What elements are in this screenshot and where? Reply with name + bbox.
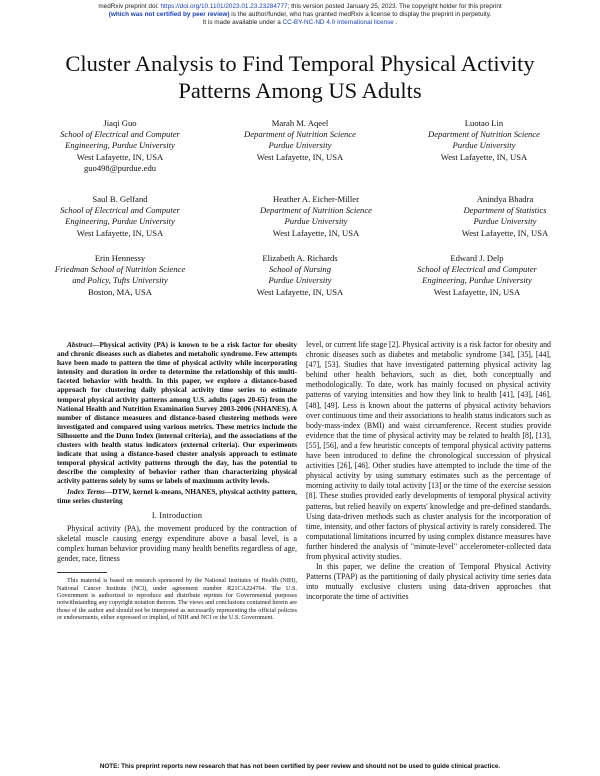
author-affiliation: Purdue University	[284, 216, 348, 227]
banner-text: It is made available under a	[202, 19, 283, 27]
author-email[interactable]: guo498@purdue.edu	[83, 162, 157, 173]
author-block	[35, 253, 205, 298]
author-affiliation: Purdue University	[268, 140, 332, 151]
author-affiliation: Department of Nutrition Science	[260, 205, 372, 216]
author-block	[430, 194, 580, 239]
author-block	[392, 253, 562, 298]
author-affiliation: School of Nursing	[268, 264, 332, 275]
author-name: Luotao Lin	[464, 118, 504, 128]
author-location: West Lafayette, IN, USA	[433, 286, 521, 297]
abstract	[57, 340, 297, 486]
author-affiliation: Department of Nutrition Science	[244, 129, 356, 140]
body-paragraph: In this paper, we define the creation of Temporal Physical Activity Patterns (TPAP) as the partitioning of daily physical activity time series data into mutually exclusive clusters using data-driven approaches that incorporate the time of activities	[306, 562, 551, 602]
author-affiliation: School of Electrical and Computer	[60, 129, 180, 140]
funding-footnote: This material is based on research sponsored by the National Institutes of Health (NIH), National Cancer Institute (NCI), under agreement number R21CA224764. The U.S. Government is authorized to reproduce and distribute reprints for Governmental purposes notwithstanding any copyright notation thereon. The views and conclusions contained herein are those of the author and should not be interpreted as necessarily representing the official policies or endorsements, either expressed or implied, of NIH and NCI or the U.S. Government.	[57, 577, 297, 622]
title-line: Cluster Analysis to Find Temporal Physical Activity	[65, 51, 535, 76]
license-link[interactable]: CC-BY-NC-ND 4.0 International license	[282, 19, 394, 27]
index-terms-label: Index Terms	[67, 486, 105, 496]
author-affiliation: Department of Statistics	[463, 205, 547, 216]
author-location: West Lafayette, IN, USA	[256, 151, 344, 162]
abstract-text: —Physical activity (PA) is known to be a risk factor for obesity and chronic diseases such as diabetes and metabolic syndrome. Few attempts have been made to pattern the time of physical activity while incorporating intensity and duration in order to determine the relationship of this multi-faceted behavior with health. In this paper, we explore a distance-based approach for clustering daily physical activity time series to estimate temporal physical activity patterns among U.S. adults (ages 20-65) from the National Health and Nutrition Examination Survey 2003-2006 (NHANES). A number of distance measures and distance-based clustering methods were investigated and compared using various metrics. These metrics include the Silhouette and the Dunn Index (internal criteria), and the associations of the clusters with health status indicators (external criteria). Our experiments indicate that using a distance-based cluster analysis approach to estimate temporal physical activity patterns through the day, has the potential to describe the complexity of behavior rather than characterizing physical activity patterns solely by sums or labels of maximum activity levels.	[57, 340, 297, 486]
right-column	[306, 340, 551, 602]
banner-peer-review-note: (which was not certified by peer review)	[108, 11, 230, 19]
author-block	[45, 118, 195, 174]
author-location: West Lafayette, IN, USA	[440, 151, 528, 162]
author-affiliation: School of Electrical and Computer	[417, 264, 537, 275]
author-block	[238, 194, 394, 239]
preprint-notice: NOTE: This preprint reports new research that has not been certified by peer review and should not be used to guide clinical practice.	[99, 763, 501, 770]
footnote-rule	[57, 572, 107, 573]
author-affiliation: Purdue University	[452, 140, 516, 151]
author-affiliation: Friedman School of Nutrition Science	[54, 264, 186, 275]
author-name: Jiaqi Guo	[103, 118, 137, 128]
author-block	[45, 194, 195, 239]
author-block	[222, 253, 378, 298]
intro-paragraph: Physical activity (PA), the movement produced by the contraction of skeletal muscle causing energy expenditure above a basal level, is a complex human behavior providing many health benefits regardless of age, gender, race, fitness	[57, 523, 297, 564]
author-location: Boston, MA, USA	[88, 286, 152, 297]
section-heading-introduction: I. Introduction	[151, 510, 203, 520]
body-paragraph: level, or current life stage [2]. Physical activity is a risk factor for obesity and chronic diseases such as diabetes and metabolic syndrome [34], [35], [44], [47], [53]. Studies that have investigated patterning physical activity lag behind other health behaviors, such as diet, both conceptually and methodologically. To date, work has mainly focused on physical activity patterns of varying intensities and how they link to health [41], [43], [46], [48], [49]. Less is known about the patterns of physical activity behaviors over continuous time and their associations to health status indicators such as body-mass-index (BMI) and waist circumference. Recent studies provide evidence that the time of physical activity may be related to health [8], [13], [55], [56], and a few heuristic concepts of temporal physical activity patterns have been introduced to define the chronological succession of physical activities [26], [46]. Other studies have attempted to include the time of the physical activity by using summary estimates such as the percentage of morning activity to daily total activity [13] or the time of the exercise session [8]. These studies provided early developments of temporal physical activity patterns, but relied heavily on experts' knowledge and pre-defined standards. Using data-driven methods such as cluster analysis for the incorporation of time, intensity, and other factors of physical activity is rarely considered. The computational limitations incurred by using complex distance measures have further hindered the analysis of "minute-level" accelerometer-collected data from physical activity studies.	[306, 340, 551, 561]
index-terms	[57, 487, 297, 505]
banner-text: .	[393, 19, 398, 27]
preprint-banner	[0, 3, 600, 28]
author-name: Saul B. Gelfand	[92, 194, 148, 204]
left-column	[57, 340, 297, 622]
author-affiliation: Department of Nutrition Science	[428, 129, 540, 140]
author-name: Marah M. Aqeel	[271, 118, 329, 128]
abstract-label: Abstract	[67, 340, 93, 349]
banner-text: medRxiv preprint doi:	[98, 3, 161, 10]
title-line: Patterns Among US Adults	[178, 78, 422, 103]
author-location: West Lafayette, IN, USA	[461, 227, 549, 238]
banner-text: is the author/funder, who has granted medRxiv a license to display the preprint in perpetuity.	[229, 11, 492, 19]
index-terms-text: —DTW, kernel k-means, NHANES, physical activity pattern, time series clustering	[57, 486, 298, 505]
author-affiliation: Engineering, Purdue University	[65, 140, 175, 151]
paper-title	[0, 50, 600, 104]
author-name: Elizabeth A. Richards	[262, 253, 338, 263]
author-location: West Lafayette, IN, USA	[256, 286, 344, 297]
author-name: Heather A. Eicher-Miller	[273, 194, 359, 204]
author-location: West Lafayette, IN, USA	[272, 227, 360, 238]
author-affiliation: Purdue University	[268, 275, 332, 286]
author-name: Erin Hennessy	[94, 253, 146, 263]
author-affiliation: Engineering, Purdue University	[65, 216, 175, 227]
author-affiliation: Purdue University	[473, 216, 537, 227]
author-block	[222, 118, 378, 163]
banner-text: ; this version posted January 25, 2023. The copyright holder for this preprint	[287, 3, 502, 10]
author-name: Anindya Bhadra	[476, 194, 534, 204]
author-name: Edward J. Delp	[450, 253, 504, 263]
author-block	[406, 118, 562, 163]
author-affiliation: and Policy, Tufts University	[72, 275, 168, 286]
doi-link[interactable]: https://doi.org/10.1101/2023.01.23.23284777	[160, 3, 288, 10]
author-affiliation: School of Electrical and Computer	[60, 205, 180, 216]
author-affiliation: Engineering, Purdue University	[422, 275, 532, 286]
author-location: West Lafayette, IN, USA	[76, 227, 164, 238]
author-location: West Lafayette, IN, USA	[76, 151, 164, 162]
